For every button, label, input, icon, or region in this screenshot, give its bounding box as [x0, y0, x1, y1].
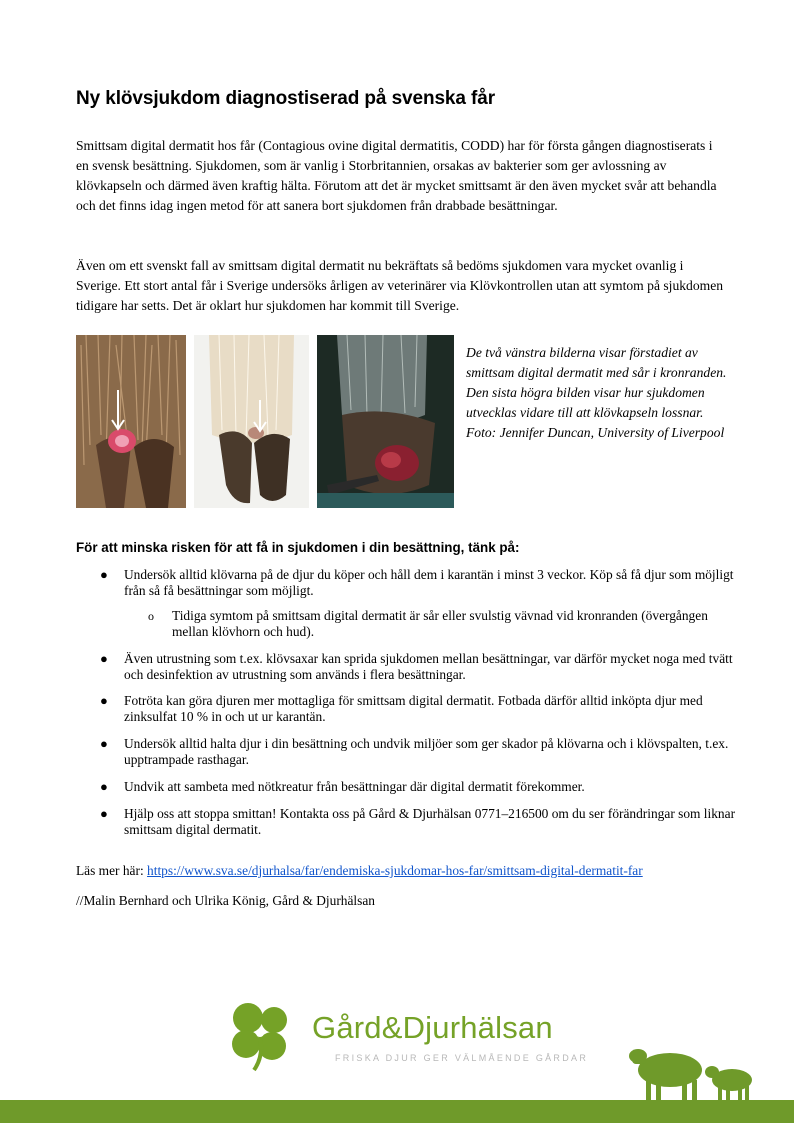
article-title: Ny klövsjukdom diagnostiserad på svenska får: [76, 88, 496, 109]
sheep-silhouette-icon: [626, 1040, 762, 1104]
list-item: [100, 806, 739, 838]
list-item-text: Fotröta kan göra djuren mer mottagliga för smittsam digital dermatit. Fotbada därför alltid inköpta djur med zinksulfat 10 % in och ut ur karantän.: [124, 693, 703, 724]
caption-text: De två vänstra bilderna visar förstadiet av smittsam digital dermatit med sår i kronranden. Den sista högra bilden visar hur sjukdomen utvecklas vidare till att klövkapseln lossnar.: [466, 345, 727, 420]
intro-paragraph: Smittsam digital dermatit hos får (Contagious ovine digital dermatitis, CODD) har för första gången diagnostiserats i en svensk besättning. Sjukdomen, som är vanlig i Storbritannien, orsakas av bakterier som ger avlossning av klövkapseln och därmed även kraftig hälta. Förutom att det är mycket smittsamt är den även mycket svår att behandla och det finns idag ingen metod för att sanera bort sjukdomen från drabbade besättningar.: [76, 138, 717, 213]
signature: //Malin Bernhard och Ulrika König, Gård & Djurhälsan: [76, 893, 375, 908]
clover-logo-icon: [224, 996, 300, 1072]
photo-caption: [466, 343, 746, 443]
bullet-dot-icon: ●: [100, 651, 108, 666]
list-item-text: Undersök alltid halta djur i din besättning och undvik miljöer som ger skador på klövarna och i klövspalten, t.ex. upptrampade rasthagar.: [124, 736, 729, 767]
logo-name: Gård&Djurhälsan: [312, 1010, 553, 1045]
bullet-dot-icon: ●: [100, 567, 108, 582]
list-item-text: Undvik att sambeta med nötkreatur från besättningar där digital dermatit förekommer.: [124, 779, 585, 794]
list-item-text: Undersök alltid klövarna på de djur du köper och håll dem i karantän i minst 3 veckor. Köp så få djur som möjligt från så få besättningar som möjligt.: [124, 567, 734, 598]
list-item: [100, 736, 739, 768]
bullet-dot-icon: ●: [100, 806, 108, 821]
list-item: [100, 779, 739, 795]
list-item-text: Hjälp oss att stoppa smittan! Kontakta oss på Gård & Djurhälsan 0771–216500 om du ser förändringar som liknar smittsam digital dermatit.: [124, 806, 736, 837]
caption-credit: Foto: Jennifer Duncan, University of Liverpool: [466, 425, 725, 440]
footer-bar: [0, 1100, 794, 1123]
list-item-text: Tidiga symtom på smittsam digital dermatit är sår eller svulstig vävnad vid kronranden (övergången mellan klövhorn och hud).: [172, 608, 708, 639]
second-paragraph: Även om ett svenskt fall av smittsam digital dermatit nu bekräftats så bedöms sjukdomen vara mycket ovanlig i Sverige. Ett stort antal får i Sverige undersöks årligen av veterinärer via Klövkontrollen utan att symtom på sjukdomen tidigare har setts. Det är oklart hur sjukdomen har kommit till Sverige.: [76, 258, 724, 313]
list-item: [100, 693, 739, 725]
list-item: [100, 651, 739, 683]
bullet-dot-icon: ●: [100, 693, 108, 708]
list-item-text: Även utrustning som t.ex. klövsaxar kan sprida sjukdomen mellan besättningar, var därför mycket noga med tvätt och desinfektion av utrustning som används i flera besättningar.: [124, 651, 733, 682]
read-more: [76, 863, 643, 879]
logo-tagline: FRISKA DJUR GER VÄLMÅENDE GÅRDAR: [335, 1053, 589, 1063]
read-more-label: Läs mer här:: [76, 863, 144, 878]
hoof-photo-early-2: [194, 335, 309, 508]
read-more-link[interactable]: https://www.sva.se/djurhalsa/far/endemiska-sjukdomar-hos-far/smittsam-digital-dermatit-far: [147, 863, 643, 878]
list-item: [100, 567, 739, 599]
hoof-photo-advanced: [317, 335, 454, 508]
hoof-photo-early-1: [76, 335, 186, 508]
tips-heading: För att minska risken för att få in sjukdomen i din besättning, tänk på:: [76, 540, 520, 555]
bullet-ring-icon: o: [148, 609, 154, 623]
bullet-dot-icon: ●: [100, 779, 108, 794]
bullet-dot-icon: ●: [100, 736, 108, 751]
sub-list-item: [148, 608, 732, 640]
